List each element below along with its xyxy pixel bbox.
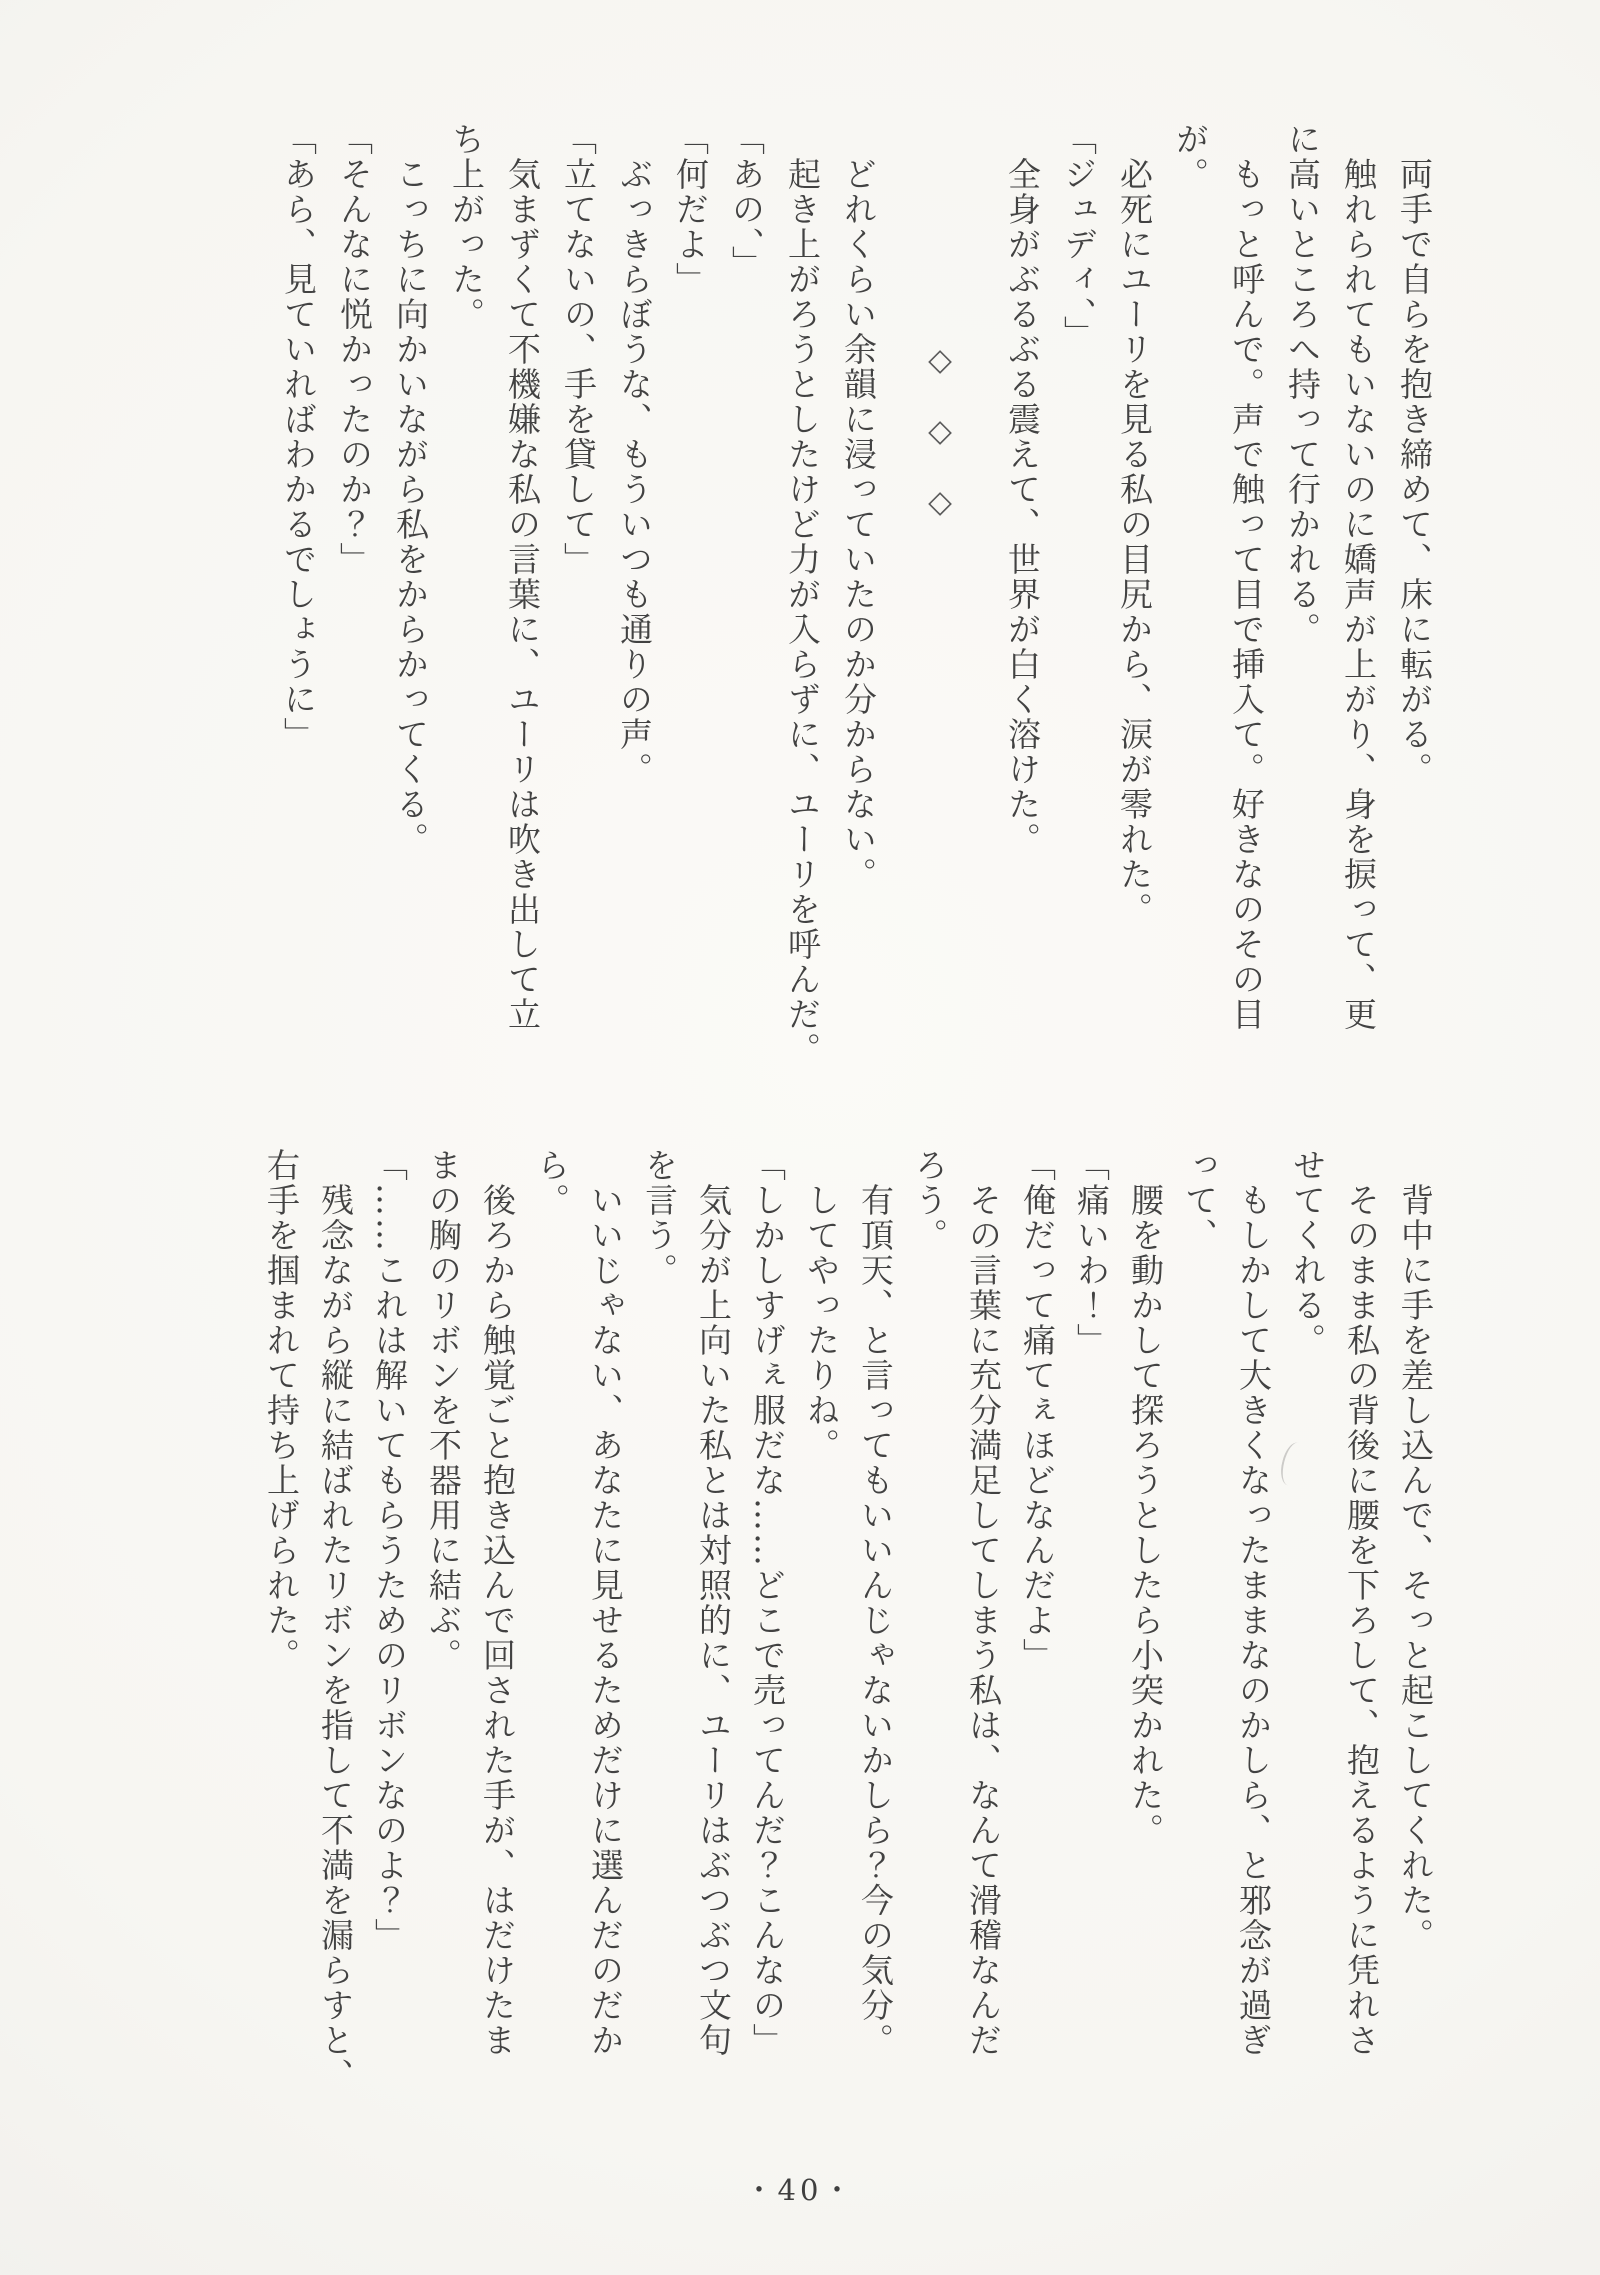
text-column: 背中に手を差し込んで、そっと起こしてくれた。 [1396, 1183, 1435, 1953]
text-column: ら。 [532, 1148, 571, 1218]
text-column: 「そんなに悦かったのか？」 [335, 122, 374, 577]
text-column: してやったりね。 [802, 1183, 841, 1463]
text-column: が。 [1171, 122, 1210, 192]
text-column: 気まずくて不機嫌な私の言葉に、ユーリは吹き出して立 [503, 157, 542, 1032]
text-column: って、 [1180, 1148, 1219, 1253]
page-number: ・40・ [744, 2173, 856, 2207]
text-column: せてくれる。 [1288, 1148, 1327, 1358]
text-column: 腰を動かして探ろうとしたら小突かれた。 [1126, 1183, 1165, 1848]
text-column: 両手で自らを抱き締めて、床に転がる。 [1395, 157, 1434, 787]
text-column: どれくらい余韻に浸っていたのか分からない。 [839, 157, 878, 892]
text-column: 残念ながら縦に結ばれたリボンを指して不満を漏らすと、 [316, 1183, 355, 2093]
text-column: 「ジュディ、」 [1059, 122, 1098, 351]
text-column: そのまま私の背後に腰を下ろして、抱えるように凭れさ [1342, 1183, 1381, 2058]
text-column: こっちに向かいながら私をからかってくる。 [391, 157, 430, 857]
text-column: 「俺だって痛てぇほどなんだよ」 [1018, 1148, 1057, 1673]
text-column: 全身がぶるぶる震えて、世界が白く溶けた。 [1003, 157, 1042, 857]
text-column: 触れられてもいないのに嬌声が上がり、身を捩って、更 [1339, 157, 1378, 1032]
text-column: を言う。 [640, 1148, 679, 1288]
text-column: もっと呼んで。声で触って目で挿入て。好きなのその目 [1227, 157, 1266, 1032]
text-column: 必死にユーリを見る私の目尻から、涙が零れた。 [1115, 157, 1154, 927]
text-column: 「痛いわ！」 [1072, 1148, 1111, 1358]
text-column: ぶっきらぼうな、もういつも通りの声。 [615, 157, 654, 787]
text-column: 後ろから触覚ごと抱き込んで回された手が、はだけたま [478, 1183, 517, 2058]
text-column: 「何だよ」 [671, 122, 710, 297]
text-column: ろう。 [910, 1148, 949, 1253]
text-column: 「あら、見ていればわかるでしょうに」 [279, 122, 318, 752]
text-column: その言葉に充分満足してしまう私は、なんて滑稽なんだ [964, 1183, 1003, 2058]
section-divider: ◇ ◇ ◇ [922, 342, 958, 522]
text-column: 「……これは解いてもらうためのリボンなのよ？」 [370, 1148, 409, 1953]
text-block-bottom [254, 1148, 1442, 2103]
text-column: 気分が上向いた私とは対照的に、ユーリはぶつぶつ文句 [694, 1183, 733, 2058]
text-block-top [270, 122, 1442, 1087]
text-column: 「立てないの、手を貸して」 [559, 122, 598, 577]
text-column: 有頂天、と言ってもいいんじゃないかしら？今の気分。 [856, 1183, 895, 2058]
text-column: まの胸のリボンを不器用に結ぶ。 [424, 1148, 463, 1673]
text-column: 起き上がろうとしたけど力が入らずに、ユーリを呼んだ。 [783, 157, 822, 1067]
text-column: ち上がった。 [447, 122, 486, 332]
text-column: もしかして大きくなったままなのかしら、と邪念が過ぎ [1234, 1183, 1273, 2058]
text-column: 「しかしすげぇ服だな……どこで売ってんだ？こんなの」 [748, 1148, 787, 2058]
text-column: 「あの、」 [727, 122, 766, 281]
text-column: いいじゃない、あなたに見せるためだけに選んだのだか [586, 1183, 625, 2058]
text-column: 右手を掴まれて持ち上げられた。 [262, 1148, 301, 1673]
text-column: に高いところへ持って行かれる。 [1283, 122, 1322, 647]
